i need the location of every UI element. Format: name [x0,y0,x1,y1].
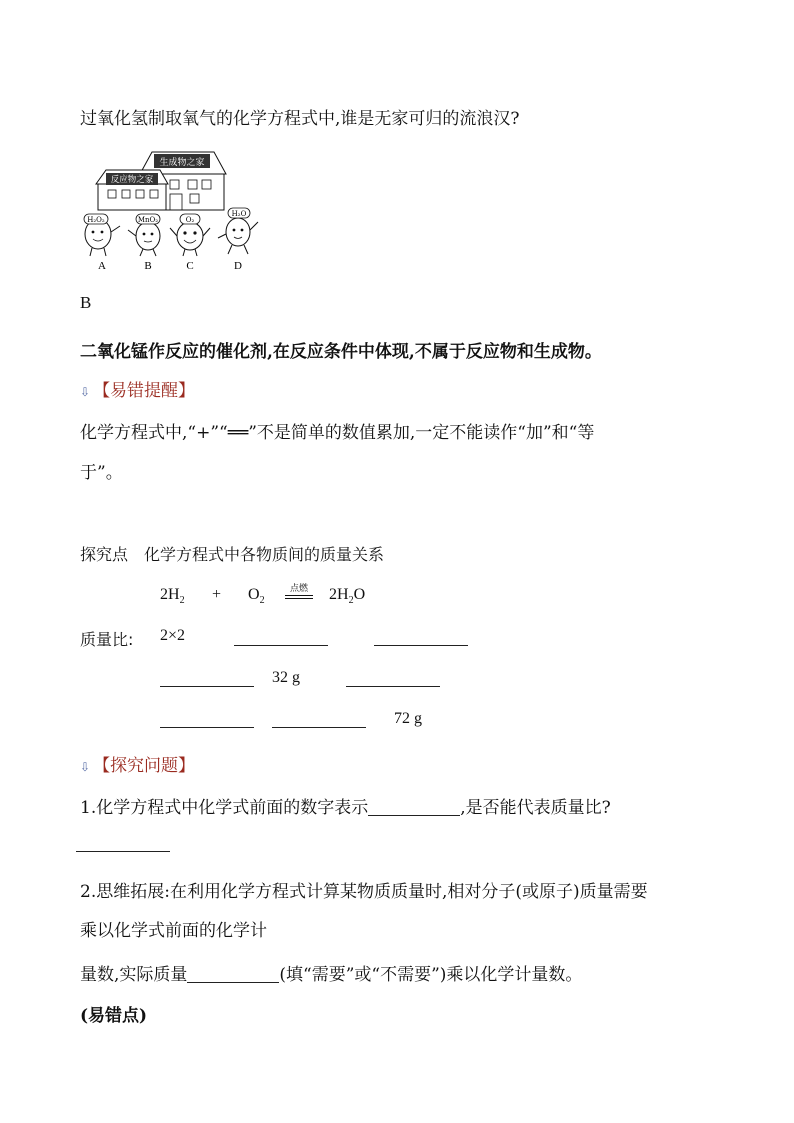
reactant-house-label: 反应物之家 [110,175,154,185]
character-b-formula: MnO₂ [137,216,159,224]
tip-text-line2: 于”。 [80,463,123,483]
equation-plus: + [212,586,222,603]
pointer-icon: ⇩ [80,385,91,399]
houses-illustration [78,144,268,274]
equation-left2: $O_2$ [248,586,265,607]
q2-line3 [80,960,582,985]
explore-title: 探究点 化学方程式中各物质间的质量关系 [80,545,385,564]
mass-row3-last: 72 g [394,710,422,727]
q1-text: 1.化学方程式中化学式前面的数字表示 [80,798,369,818]
product-house-label: 生成物之家 [159,158,205,168]
tip-heading [80,376,195,401]
mass-row3-blank1[interactable] [160,727,254,728]
character-a [84,214,120,272]
question-text: 过氧化氢制取氧气的化学方程式中,谁是无家可归的流浪汉? [80,109,520,129]
equation-right: $2H_2O$ [329,586,366,607]
mass-ratio-label: 质量比: [80,630,134,649]
q1 [80,793,611,818]
tip-heading-text: 【易错提醒】 [93,381,196,401]
character-a-letter: A [98,260,106,272]
easy-wrong-label: (易错点) [80,1006,148,1026]
reactant-house [96,170,168,210]
reaction-condition [285,583,313,603]
character-d-letter: D [234,260,242,272]
mass-row3-blank2[interactable] [272,727,366,728]
q1-tail: ,是否能代表质量比? [460,798,611,818]
mass-row2-blank2[interactable] [346,686,440,687]
q1-blank[interactable] [368,815,460,816]
explore-question-heading [80,751,195,776]
q2-line3-b: (填“需要”或“不需要”)乘以化学计量数。 [279,965,583,985]
pointer-icon: ⇩ [80,760,91,774]
mass-row1-blank1[interactable] [234,645,328,646]
explore-question-heading-text: 【探究问题】 [93,756,196,776]
character-c [170,214,210,272]
equation-left1: $2H_2$ [160,586,185,607]
q2-line1: 2.思维拓展:在利用化学方程式计算某物质质量时,相对分子(或原子)质量需要 [80,882,648,902]
explanation: 二氧化锰作反应的催化剂,在反应条件中体现,不属于反应物和生成物。 [80,342,602,362]
tip-text-line1: 化学方程式中,“+”“══”不是简单的数值累加,一定不能读作“加”和“等 [80,423,595,443]
condition-label: 点燃 [289,584,308,594]
mass-row2-middle: 32 g [272,669,300,686]
character-d-formula: H₂O [231,210,247,218]
q2-blank[interactable] [187,982,279,983]
character-b [128,214,160,272]
character-a-formula: H₂O₂ [87,216,105,224]
character-c-formula: O₂ [185,216,195,224]
q1-answer-blank[interactable] [76,851,170,852]
character-b-letter: B [144,260,152,272]
character-d [218,208,258,272]
answer: B [80,293,92,312]
character-c-letter: C [186,260,194,272]
mass-row1-blank2[interactable] [374,645,468,646]
q2-line3-a: 量数,实际质量 [80,965,188,985]
q2-line2: 乘以化学式前面的化学计 [80,921,267,941]
mass-row1-first: 2×2 [160,627,186,644]
mass-row2-blank1[interactable] [160,686,254,687]
